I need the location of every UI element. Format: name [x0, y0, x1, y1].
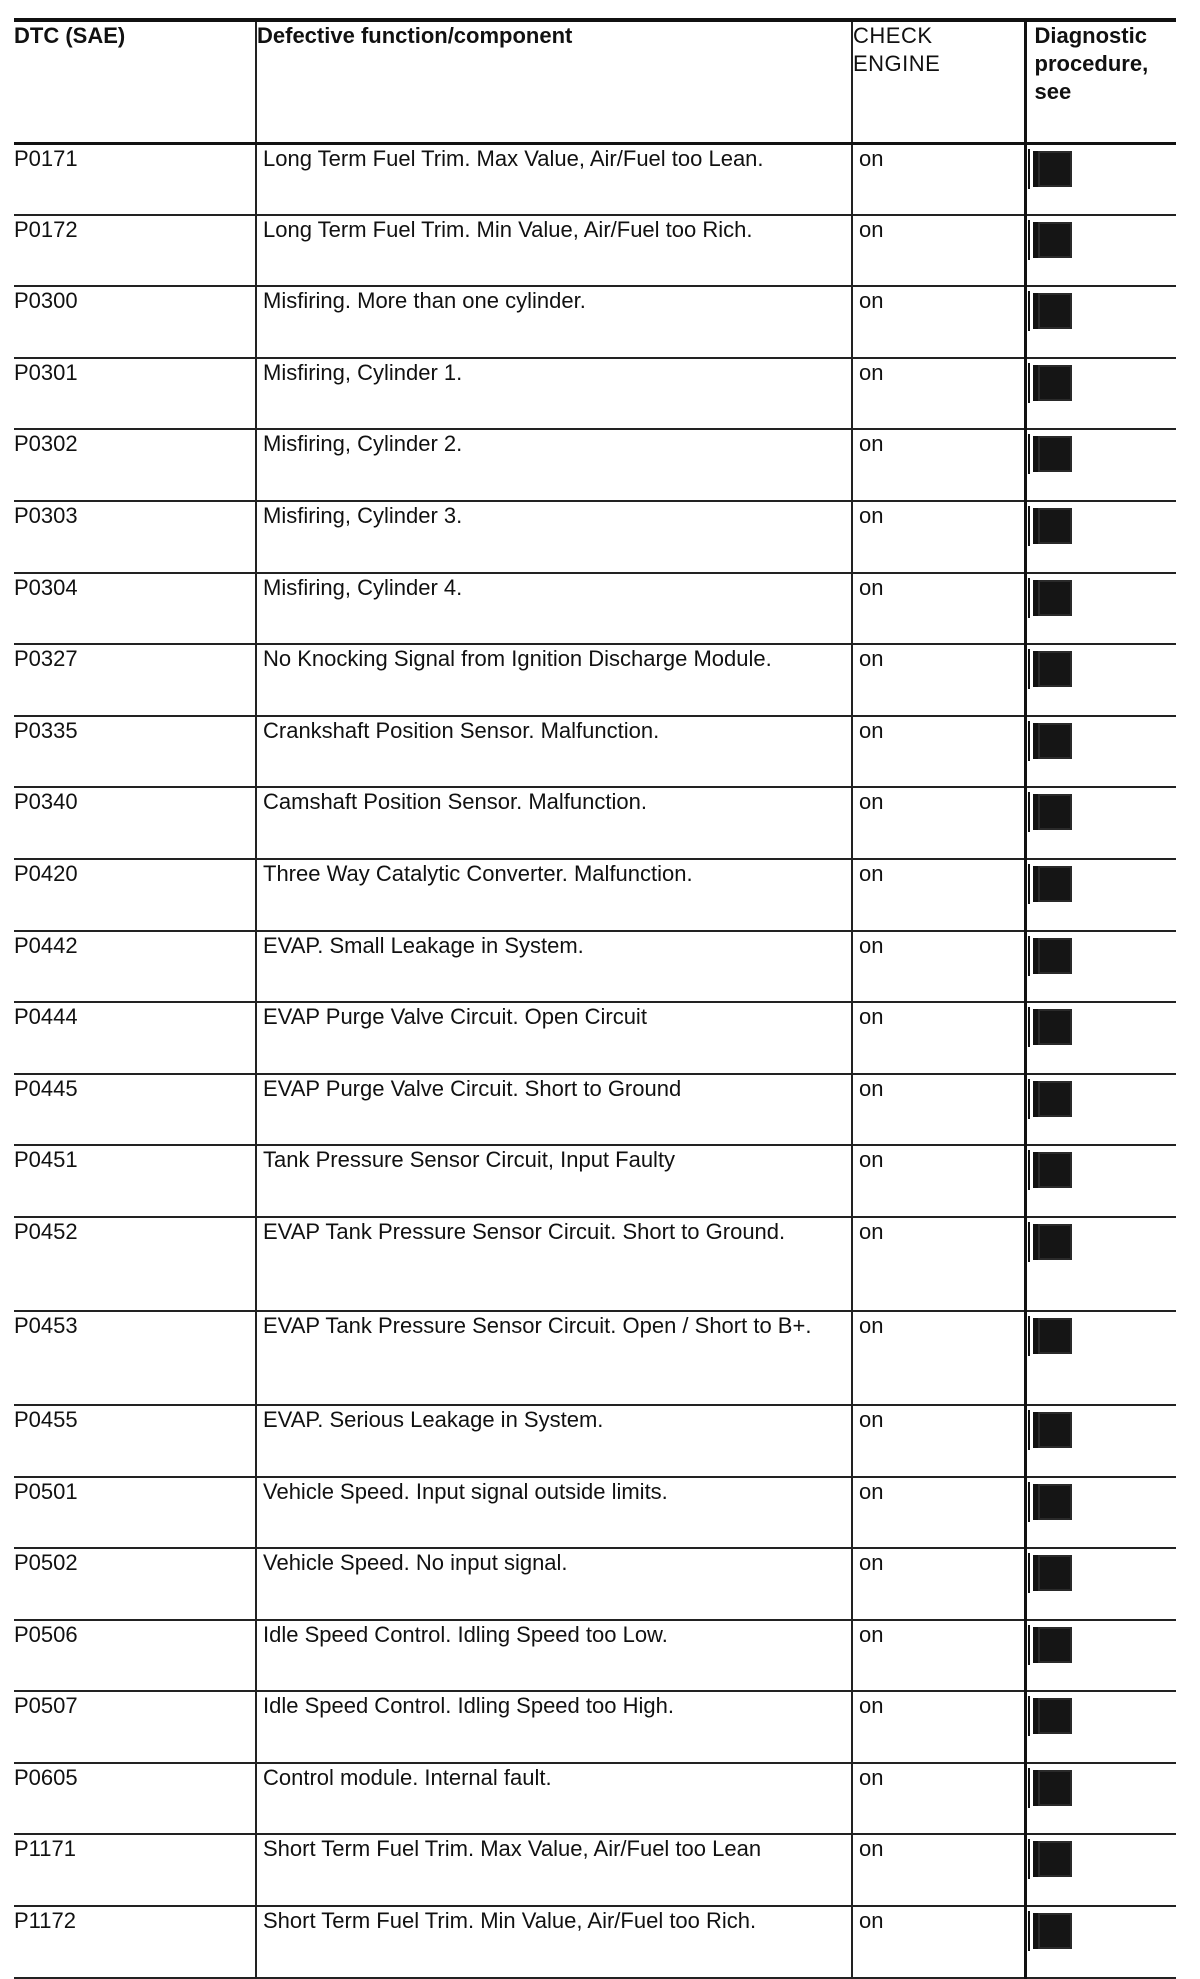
check-engine-state: on	[852, 1405, 1025, 1477]
diagnostic-procedure-cell	[1025, 1311, 1176, 1405]
table-row	[14, 501, 1176, 573]
header-procedure: Diagnostic procedure, see	[1025, 20, 1176, 143]
check-engine-state: on	[852, 143, 1025, 215]
diagnostic-procedure-cell	[1025, 1906, 1176, 1978]
diagnostic-procedure-cell	[1025, 1620, 1176, 1692]
dtc-code: P0501	[14, 1478, 78, 1504]
table-row	[14, 1477, 1176, 1549]
defect-description: Long Term Fuel Trim. Min Value, Air/Fuel too Rich.	[256, 215, 852, 287]
dtc-code: P0420	[14, 860, 78, 886]
check-engine-state: on	[852, 787, 1025, 859]
table-row	[14, 859, 1176, 931]
table-row	[14, 1311, 1176, 1405]
procedure-reference-icon	[1033, 1009, 1072, 1045]
procedure-reference-icon	[1033, 1484, 1072, 1520]
check-engine-state: on	[852, 1763, 1025, 1835]
header-row	[14, 20, 1176, 143]
dtc-code: P1171	[14, 1836, 76, 1862]
dtc-code: P0302	[14, 431, 78, 457]
diagnostic-procedure-cell	[1025, 143, 1176, 215]
dtc-code: P0172	[14, 216, 78, 242]
defect-description: Idle Speed Control. Idling Speed too High.	[256, 1691, 852, 1763]
procedure-reference-icon	[1033, 293, 1072, 329]
check-engine-state: on	[852, 1691, 1025, 1763]
procedure-reference-icon	[1033, 1555, 1072, 1591]
diagnostic-procedure-cell	[1025, 931, 1176, 1003]
table-row	[14, 787, 1176, 859]
procedure-reference-icon	[1033, 1412, 1072, 1448]
table-row	[14, 1834, 1176, 1906]
header-function: Defective function/component	[256, 20, 852, 143]
diagnostic-procedure-cell	[1025, 1477, 1176, 1549]
table-row	[14, 1074, 1176, 1146]
procedure-reference-icon	[1033, 651, 1072, 687]
check-engine-state: on	[852, 573, 1025, 645]
defect-description: Misfiring, Cylinder 2.	[256, 429, 852, 501]
diagnostic-procedure-cell	[1025, 1691, 1176, 1763]
defect-description: No Knocking Signal from Ignition Discharge Module.	[256, 644, 852, 716]
diagnostic-procedure-cell	[1025, 429, 1176, 501]
diagnostic-procedure-cell	[1025, 215, 1176, 287]
defect-description: Misfiring, Cylinder 1.	[256, 358, 852, 430]
table-row	[14, 215, 1176, 287]
dtc-code: P0506	[14, 1621, 78, 1647]
procedure-reference-icon	[1033, 1224, 1072, 1260]
procedure-reference-icon	[1033, 365, 1072, 401]
dtc-code: P0304	[14, 574, 78, 600]
dtc-code: P0502	[14, 1550, 78, 1576]
check-engine-state: on	[852, 501, 1025, 573]
dtc-code: P0442	[14, 932, 78, 958]
defect-description: Control module. Internal fault.	[256, 1763, 852, 1835]
defect-description: Misfiring. More than one cylinder.	[256, 286, 852, 358]
defect-description: EVAP. Serious Leakage in System.	[256, 1405, 852, 1477]
procedure-reference-icon	[1033, 938, 1072, 974]
table-row	[14, 1145, 1176, 1217]
check-engine-state: on	[852, 1477, 1025, 1549]
procedure-reference-icon	[1033, 1152, 1072, 1188]
diagnostic-procedure-cell	[1025, 358, 1176, 430]
header-dtc: DTC (SAE)	[14, 23, 126, 48]
check-engine-state: on	[852, 1074, 1025, 1146]
diagnostic-procedure-cell	[1025, 501, 1176, 573]
procedure-reference-icon	[1033, 1627, 1072, 1663]
defect-description: Misfiring, Cylinder 3.	[256, 501, 852, 573]
defect-description: Idle Speed Control. Idling Speed too Low.	[256, 1620, 852, 1692]
check-engine-state: on	[852, 1906, 1025, 1978]
defect-description: Short Term Fuel Trim. Max Value, Air/Fuel too Lean	[256, 1834, 852, 1906]
diagnostic-procedure-cell	[1025, 859, 1176, 931]
defect-description: EVAP Purge Valve Circuit. Open Circuit	[256, 1002, 852, 1074]
table-header	[14, 20, 1176, 143]
defect-description: Crankshaft Position Sensor. Malfunction.	[256, 716, 852, 788]
check-engine-state: on	[852, 1002, 1025, 1074]
procedure-reference-icon	[1033, 508, 1072, 544]
dtc-code: P0444	[14, 1004, 78, 1030]
check-engine-state: on	[852, 1548, 1025, 1620]
check-engine-state: on	[852, 1834, 1025, 1906]
procedure-reference-icon	[1033, 866, 1072, 902]
dtc-code: P0301	[14, 359, 78, 385]
defect-description: Vehicle Speed. No input signal.	[256, 1548, 852, 1620]
check-engine-state: on	[852, 1311, 1025, 1405]
diagnostic-procedure-cell	[1025, 1002, 1176, 1074]
defect-description: EVAP Tank Pressure Sensor Circuit. Short to Ground.	[256, 1217, 852, 1311]
procedure-reference-icon	[1033, 580, 1072, 616]
dtc-code: P0171	[14, 145, 78, 171]
diagnostic-procedure-cell	[1025, 1217, 1176, 1311]
diagnostic-procedure-cell	[1025, 1405, 1176, 1477]
defect-description: Camshaft Position Sensor. Malfunction.	[256, 787, 852, 859]
diagnostic-procedure-cell	[1025, 1834, 1176, 1906]
table-row	[14, 1548, 1176, 1620]
procedure-reference-icon	[1033, 1841, 1072, 1877]
procedure-reference-icon	[1033, 1770, 1072, 1806]
table-row	[14, 286, 1176, 358]
table-row	[14, 358, 1176, 430]
dtc-code: P0327	[14, 646, 78, 672]
check-engine-state: on	[852, 644, 1025, 716]
dtc-code: P0303	[14, 502, 78, 528]
diagnostic-procedure-cell	[1025, 1145, 1176, 1217]
header-check-engine: CHECK ENGINE	[852, 20, 1025, 143]
table-row	[14, 1763, 1176, 1835]
table-row	[14, 573, 1176, 645]
table-body	[14, 143, 1176, 1978]
diagnostic-procedure-cell	[1025, 286, 1176, 358]
check-engine-state: on	[852, 215, 1025, 287]
defect-description: EVAP. Small Leakage in System.	[256, 931, 852, 1003]
dtc-code: P0300	[14, 288, 78, 314]
diagnostic-procedure-cell	[1025, 573, 1176, 645]
check-engine-state: on	[852, 859, 1025, 931]
table-row	[14, 1405, 1176, 1477]
dtc-code: P0455	[14, 1406, 78, 1432]
dtc-code: P0451	[14, 1147, 78, 1173]
defect-description: Tank Pressure Sensor Circuit, Input Faulty	[256, 1145, 852, 1217]
procedure-reference-icon	[1033, 1081, 1072, 1117]
dtc-code: P0507	[14, 1693, 78, 1719]
table-row	[14, 1002, 1176, 1074]
table-row	[14, 429, 1176, 501]
procedure-reference-icon	[1033, 222, 1072, 258]
check-engine-state: on	[852, 1217, 1025, 1311]
check-engine-state: on	[852, 716, 1025, 788]
check-engine-state: on	[852, 286, 1025, 358]
table-row	[14, 1691, 1176, 1763]
diagnostic-procedure-cell	[1025, 1548, 1176, 1620]
procedure-reference-icon	[1033, 151, 1072, 187]
check-engine-state: on	[852, 931, 1025, 1003]
dtc-code: P1172	[14, 1908, 76, 1934]
diagnostic-procedure-cell	[1025, 644, 1176, 716]
procedure-reference-icon	[1033, 794, 1072, 830]
dtc-code: P0340	[14, 789, 78, 815]
table-row	[14, 1906, 1176, 1978]
defect-description: EVAP Purge Valve Circuit. Short to Ground	[256, 1074, 852, 1146]
diagnostic-procedure-cell	[1025, 1763, 1176, 1835]
diagnostic-procedure-cell	[1025, 716, 1176, 788]
dtc-code: P0335	[14, 717, 78, 743]
procedure-reference-icon	[1033, 723, 1072, 759]
dtc-code: P0605	[14, 1764, 78, 1790]
dtc-table	[14, 18, 1176, 1979]
procedure-reference-icon	[1033, 1698, 1072, 1734]
dtc-code: P0452	[14, 1218, 78, 1244]
defect-description: Three Way Catalytic Converter. Malfunction.	[256, 859, 852, 931]
check-engine-state: on	[852, 1620, 1025, 1692]
defect-description: Vehicle Speed. Input signal outside limits.	[256, 1477, 852, 1549]
defect-description: Misfiring, Cylinder 4.	[256, 573, 852, 645]
check-engine-state: on	[852, 358, 1025, 430]
table-row	[14, 644, 1176, 716]
table-row	[14, 1620, 1176, 1692]
table-row	[14, 143, 1176, 215]
check-engine-state: on	[852, 1145, 1025, 1217]
dtc-code: P0445	[14, 1075, 78, 1101]
procedure-reference-icon	[1033, 436, 1072, 472]
check-engine-state: on	[852, 429, 1025, 501]
defect-description: Short Term Fuel Trim. Min Value, Air/Fuel too Rich.	[256, 1906, 852, 1978]
table-row	[14, 931, 1176, 1003]
procedure-reference-icon	[1033, 1318, 1072, 1354]
diagnostic-procedure-cell	[1025, 787, 1176, 859]
defect-description: EVAP Tank Pressure Sensor Circuit. Open / Short to B+.	[256, 1311, 852, 1405]
dtc-code: P0453	[14, 1312, 78, 1338]
table-row	[14, 1217, 1176, 1311]
defect-description: Long Term Fuel Trim. Max Value, Air/Fuel too Lean.	[256, 143, 852, 215]
table-row	[14, 716, 1176, 788]
diagnostic-procedure-cell	[1025, 1074, 1176, 1146]
